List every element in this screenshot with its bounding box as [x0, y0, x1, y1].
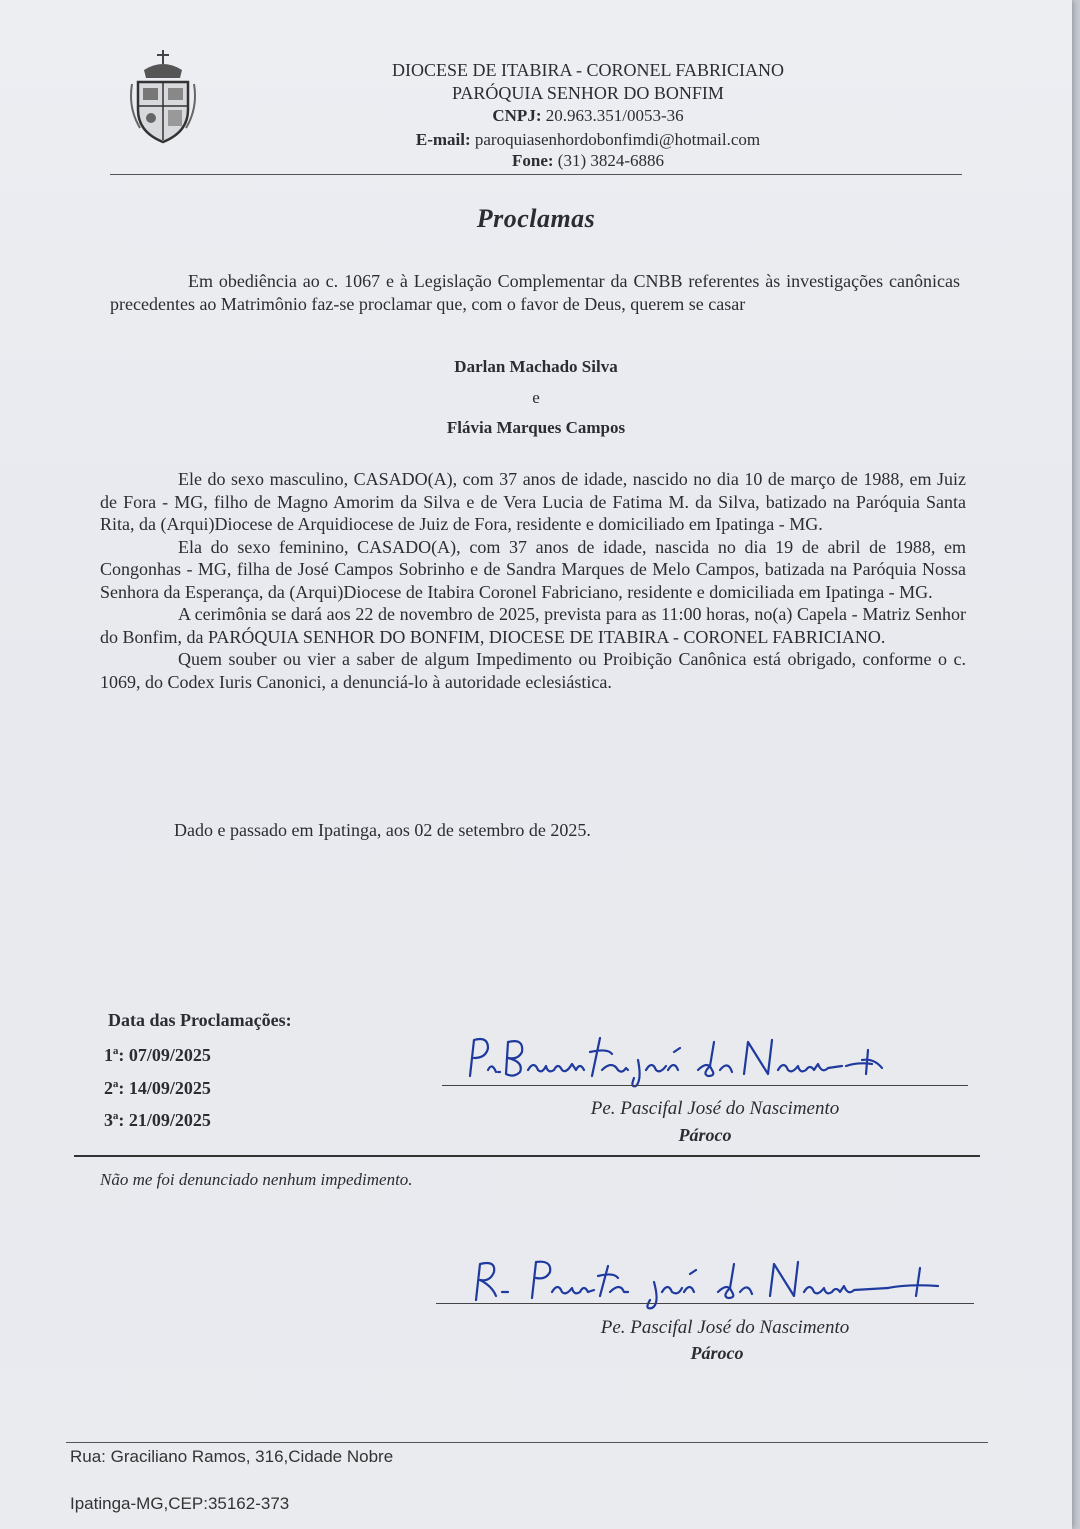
no-impediment-note: Não me foi denunciado nenhum impedimento.	[100, 1170, 413, 1189]
signature-line-2	[436, 1303, 974, 1304]
header-email	[318, 130, 858, 150]
conjunction: e	[532, 388, 540, 407]
header-phone	[318, 151, 858, 171]
diocese-crest-icon	[128, 48, 198, 148]
document-title: Proclamas	[476, 204, 596, 233]
given-at: Dado e passado em Ipatinga, aos 02 de setembro de 2025.	[174, 820, 591, 840]
proclamation-dates-heading: Data das Proclamações:	[108, 1010, 292, 1030]
header-cnpj	[318, 106, 858, 126]
footer-divider	[66, 1442, 988, 1443]
section-divider	[74, 1155, 980, 1157]
body-text	[100, 468, 966, 693]
cnpj-value: 20.963.351/0053-36	[545, 106, 684, 125]
signature-line-1	[442, 1085, 968, 1086]
header-divider	[110, 174, 962, 175]
header-parish: PARÓQUIA SENHOR DO BONFIM	[452, 83, 724, 103]
impediment-paragraph: Quem souber ou vier a saber de algum Impedimento ou Proibição Canônica está obrigado, conforme o c. 1069, do Codex Iuris Canonici, a denunciá-lo à autoridade eclesiástica.	[100, 649, 966, 692]
signer-role-2: Pároco	[690, 1343, 744, 1363]
intro-text: Em obediência ao c. 1067 e à Legislação Complementar da CNBB referentes às investigações canônicas precedentes ao Matrimônio faz-se proclamar que, com o favor de Deus, querem se casar	[110, 271, 960, 314]
ceremony-paragraph: A cerimônia se dará aos 22 de novembro de 2025, prevista para as 11:00 horas, no(a) Capela - Matriz Senhor do Bonfim, da PARÓQUIA SENHOR DO BONFIM, DIOCESE DE ITABIRA - CORONEL FABRICIANO.	[100, 604, 966, 647]
proclamation-date-1: 1ª: 07/09/2025	[104, 1045, 211, 1065]
intro-paragraph	[110, 270, 960, 315]
signer-name-1: Pe. Pascifal José do Nascimento	[590, 1098, 840, 1119]
phone-value: (31) 3824-6886	[557, 151, 665, 170]
signer-name-2: Pe. Pascifal José do Nascimento	[600, 1317, 850, 1338]
bride-name: Flávia Marques Campos	[446, 418, 626, 437]
footer-address-street: Rua: Graciliano Ramos, 316,Cidade Nobre	[70, 1447, 394, 1466]
handwritten-signature-1	[462, 1030, 912, 1090]
email-value: paroquiasenhordobonfimdi@hotmail.com	[474, 130, 761, 149]
bride-paragraph: Ela do sexo feminino, CASADO(A), com 37 anos de idade, nascida no dia 19 de abril de 1988, em Congonhas - MG, filha de José Campos Sobrinho e de Sandra Marques de Melo Campos, batizada na Paróquia Nossa Senhora da Esperança, da (Arqui)Diocese de Itabira Coronel Fabriciano, residente e domiciliada em Ipatinga - MG.	[100, 536, 966, 602]
proclamation-date-3: 3ª: 21/09/2025	[104, 1110, 211, 1130]
email-label: E-mail:	[415, 130, 471, 149]
cnpj-label: CNPJ:	[492, 106, 542, 125]
proclamation-date-2: 2ª: 14/09/2025	[104, 1078, 211, 1098]
groom-name: Darlan Machado Silva	[454, 357, 618, 376]
groom-paragraph: Ele do sexo masculino, CASADO(A), com 37 anos de idade, nascido no dia 10 de março de 1988, em Juiz de Fora - MG, filho de Magno Amorim da Silva e de Vera Lucia de Fatima M. da Silva, batizado na Paróquia Santa Rita, da (Arqui)Diocese de Arquidiocese de Juiz de Fora, residente e domiciliado em Ipatinga - MG.	[100, 469, 966, 534]
phone-label: Fone:	[511, 151, 554, 170]
header-diocese: DIOCESE DE ITABIRA - CORONEL FABRICIANO	[391, 60, 785, 80]
footer-address-city: Ipatinga-MG,CEP:35162-373	[70, 1494, 290, 1513]
signer-role-1: Pároco	[678, 1125, 732, 1145]
